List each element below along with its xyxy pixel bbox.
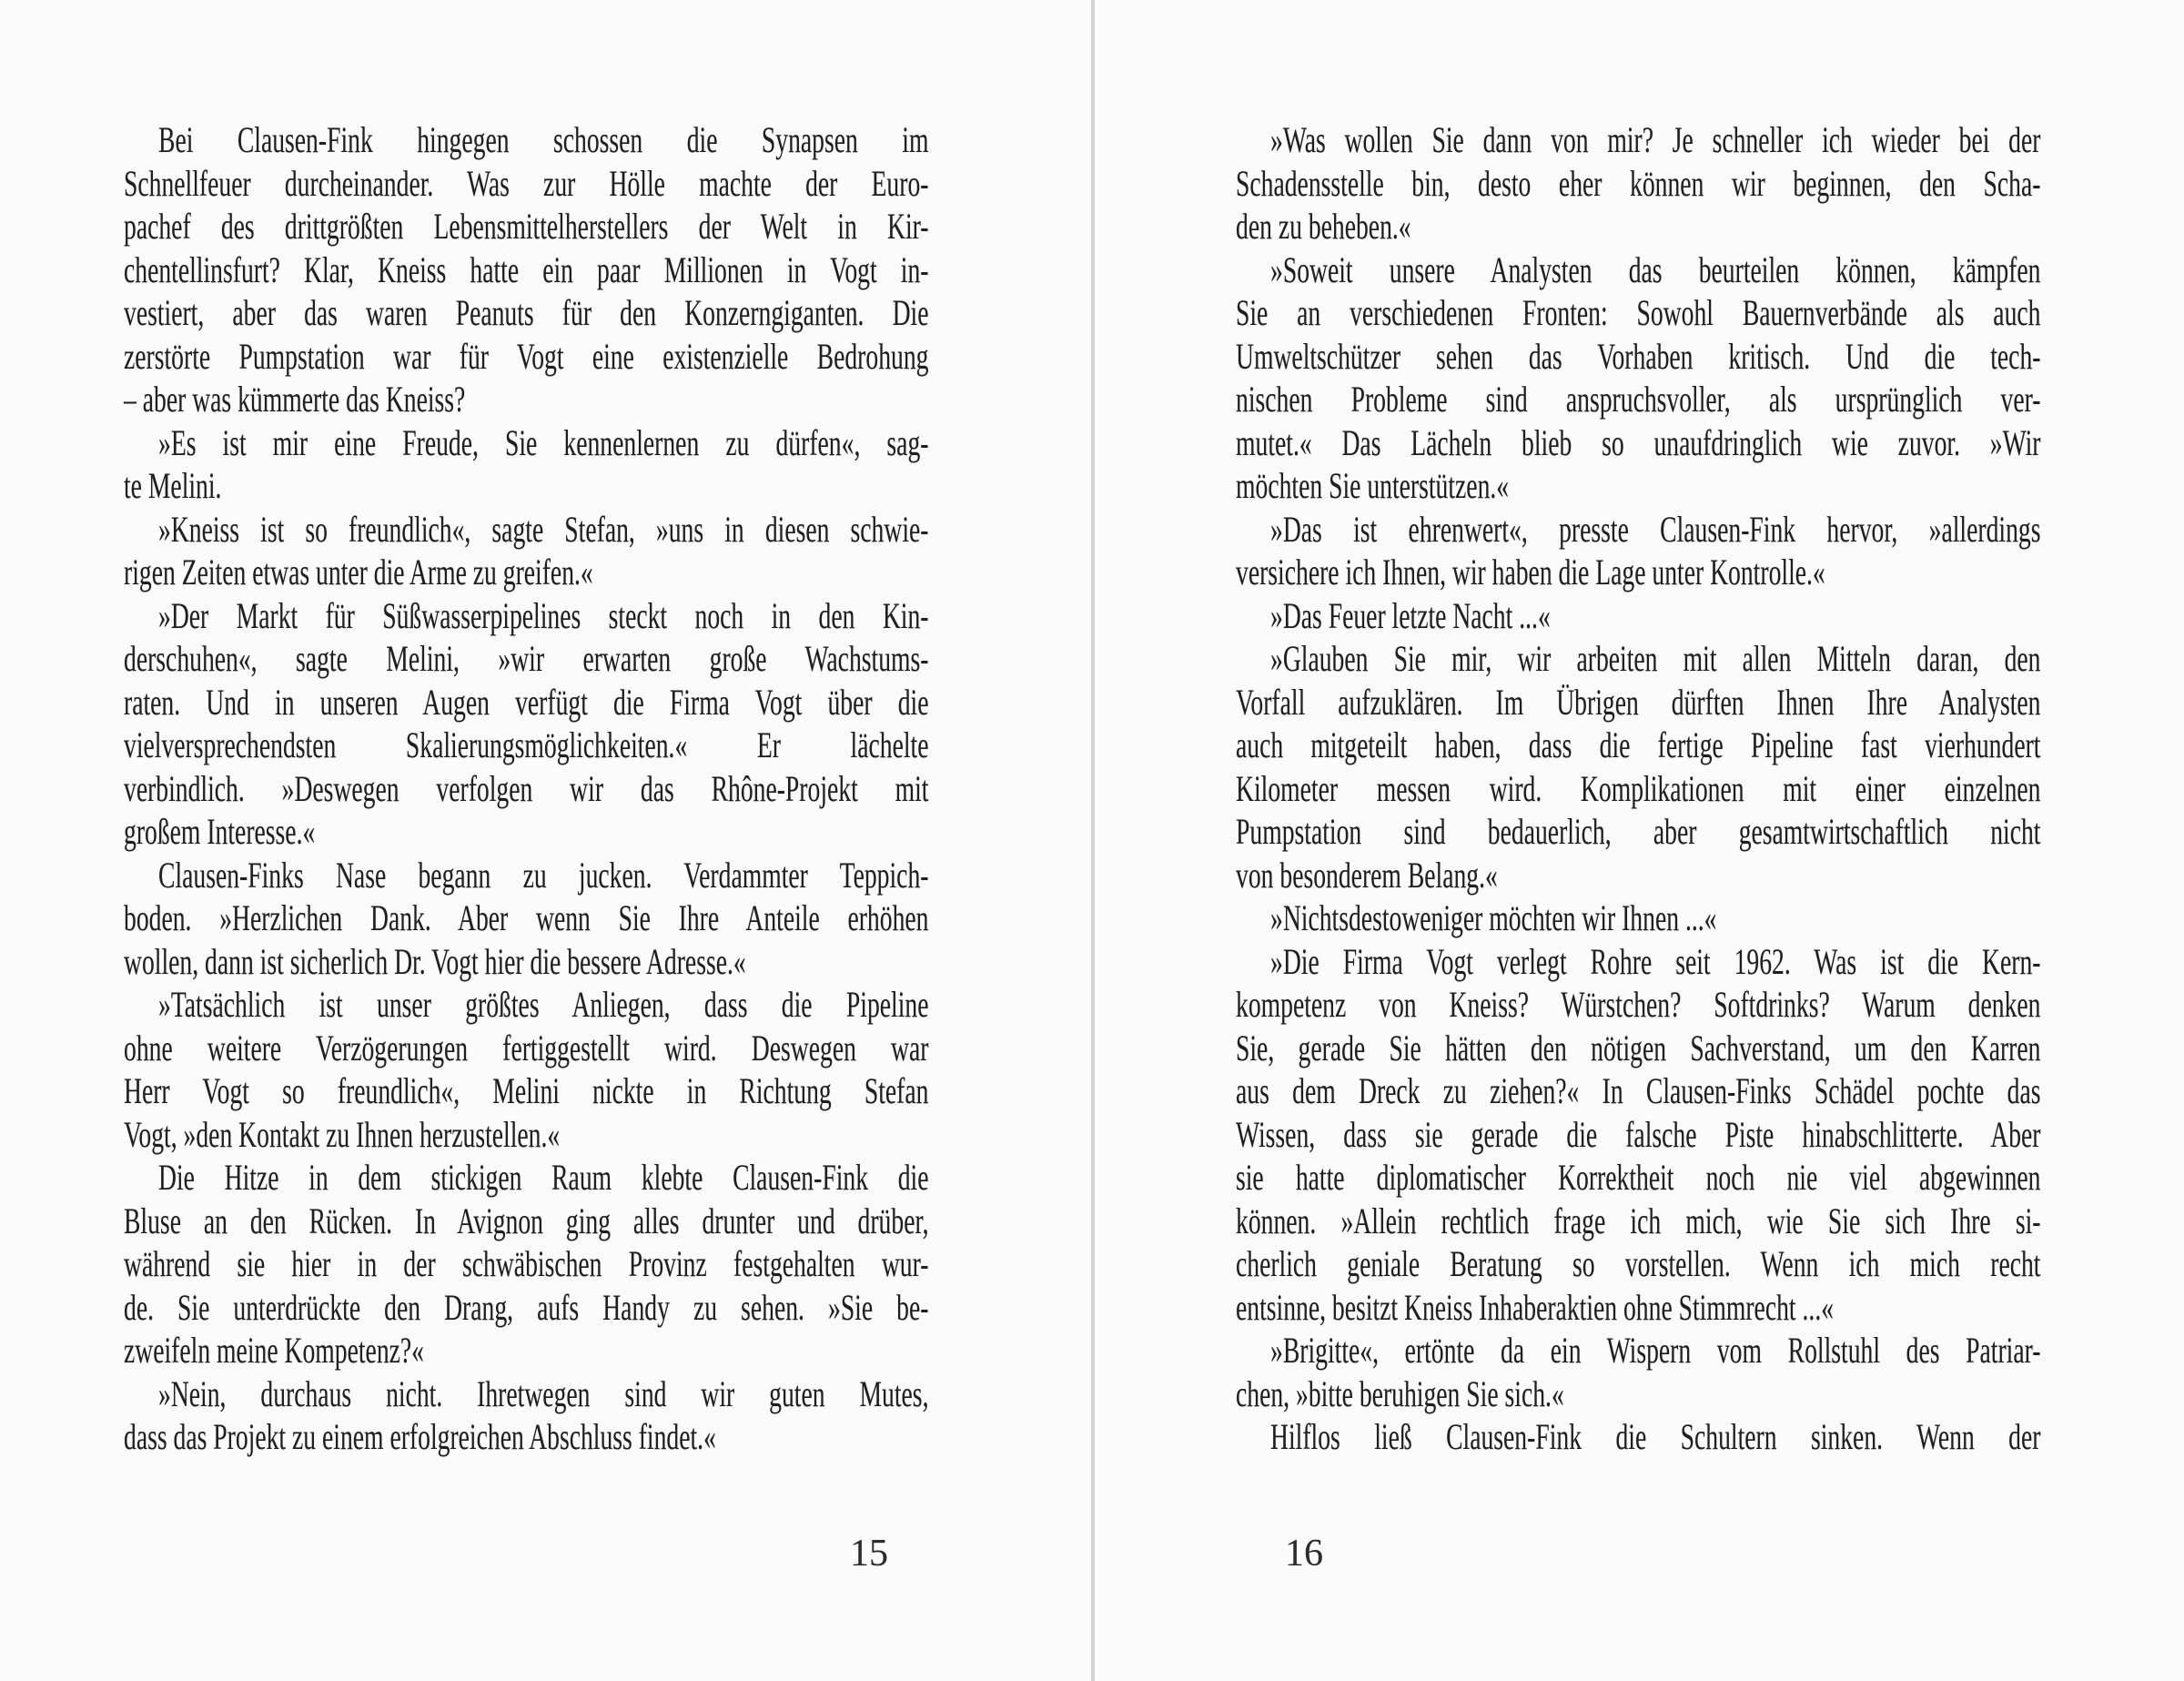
text-line: nischen Probleme sind anspruchsvoller, als ursprünglich ver- [1236, 379, 2041, 420]
text-line: Hilflos ließ Clausen-Fink die Schultern sinken. Wenn der [1270, 1416, 2041, 1457]
text-line: »Nein, durchaus nicht. Ihretwegen sind wir guten Mutes, [158, 1372, 929, 1414]
text-line: »Was wollen Sie dann von mir? Je schneller ich wieder bei der [1270, 119, 2041, 160]
page-left-text-block [124, 118, 928, 1459]
text-line: ohne weitere Verzögerungen fertiggestellt wird. Deswegen war [124, 1027, 929, 1068]
text-line: Kilometer messen wird. Komplikationen mit einer einzelnen [1236, 767, 2041, 809]
text-line: Sie, gerade Sie hätten den nötigen Sachverstand, um den Karren [1236, 1027, 2041, 1068]
text-line: »Das Feuer letzte Nacht ...« [1270, 594, 1551, 636]
text-line: »Nichtsdestoweniger möchten wir Ihnen ...« [1270, 897, 1717, 938]
text-line: Pumpstation sind bedauerlich, aber gesamtwirtschaftlich nicht [1236, 811, 2041, 852]
text-line: dass das Projekt zu einem erfolgreichen Abschluss findet.« [124, 1416, 716, 1457]
text-line: Vogt, »den Kontakt zu Ihnen herzustellen.« [124, 1113, 561, 1155]
text-line: entsinne, besitzt Kneiss Inhaberaktien ohne Stimmrecht ...« [1236, 1286, 1835, 1328]
text-line: vielversprechendsten Skalierungsmöglichkeiten.« Er lächelte [124, 724, 929, 765]
text-line: Schadensstelle bin, desto eher können wir beginnen, den Scha- [1236, 162, 2041, 204]
text-line: cherlich geniale Beratung so vorstellen. Wenn ich mich recht [1236, 1243, 2041, 1284]
text-line: rigen Zeiten etwas unter die Arme zu greifen.« [124, 552, 593, 592]
text-line: den zu beheben.« [1236, 206, 1411, 247]
text-line: raten. Und in unseren Augen verfügt die Firma Vogt über die [124, 681, 929, 723]
text-line: »Die Firma Vogt verlegt Rohre seit 1962. Was ist die Kern- [1270, 940, 2041, 982]
text-line: sie hatte diplomatischer Korrektheit noch nie viel abgewinnen [1236, 1157, 2041, 1198]
text-line: Schnellfeuer durcheinander. Was zur Hölle machte der Euro- [124, 162, 929, 204]
text-line: derschuhen«, sagte Melini, »wir erwarten große Wachstums- [124, 638, 929, 679]
text-line: de. Sie unterdrückte den Drang, aufs Handy zu sehen. »Sie be- [124, 1286, 929, 1328]
text-line: aus dem Dreck zu ziehen?« In Clausen-Finks Schädel pochte das [1236, 1070, 2041, 1111]
text-line: pachef des drittgrößten Lebensmittelherstellers der Welt in Kir- [124, 206, 929, 247]
text-line: zerstörte Pumpstation war für Vogt eine existenzielle Bedrohung [124, 335, 929, 377]
text-line: chentellinsfurt? Klar, Kneiss hatte ein paar Millionen in Vogt in- [124, 248, 929, 290]
text-line: boden. »Herzlichen Dank. Aber wenn Sie Ihre Anteile erhöhen [124, 897, 929, 938]
text-line: Bei Clausen-Fink hingegen schossen die Synapsen im [158, 119, 929, 160]
text-line: Wissen, dass sie gerade die falsche Piste hinabschlitterte. Aber [1236, 1113, 2041, 1155]
text-line: Clausen-Finks Nase begann zu jucken. Verdammter Teppich- [158, 854, 929, 896]
text-line: Herr Vogt so freundlich«, Melini nickte in Richtung Stefan [124, 1070, 929, 1111]
text-line: auch mitgeteilt haben, dass die fertige Pipeline fast vierhundert [1236, 724, 2041, 765]
text-line: kompetenz von Kneiss? Würstchen? Softdrinks? Warum denken [1236, 984, 2041, 1025]
text-line: wollen, dann ist sicherlich Dr. Vogt hier die bessere Adresse.« [124, 940, 746, 982]
text-line: »Der Markt für Süßwasserpipelines steckt noch in den Kin- [158, 594, 929, 636]
text-line: möchten Sie unterstützen.« [1236, 465, 1510, 506]
text-line: »Soweit unsere Analysten das beurteilen können, kämpfen [1270, 248, 2041, 290]
text-line: während sie hier in der schwäbischen Provinz festgehalten wur- [124, 1243, 929, 1284]
text-line: »Es ist mir eine Freude, Sie kennenlernen zu dürfen«, sag- [158, 421, 929, 463]
text-line: Bluse an den Rücken. In Avignon ging alles drunter und drüber, [124, 1200, 929, 1241]
text-line: »Das ist ehrenwert«, presste Clausen-Fink hervor, »allerdings [1270, 508, 2041, 550]
text-line: von besonderem Belang.« [1236, 854, 1498, 896]
page-number-right: 16 [1285, 1533, 1323, 1575]
text-line: verbindlich. »Deswegen verfolgen wir das Rhône-Projekt mit [124, 767, 929, 809]
page-right-text-block [1236, 118, 2040, 1459]
text-line: Sie an verschiedenen Fronten: Sowohl Bauernverbände als auch [1236, 292, 2041, 333]
page-gutter-divider [1091, 0, 1095, 1681]
text-line: – aber was kümmerte das Kneiss? [124, 379, 466, 420]
text-line: Vorfall aufzuklären. Im Übrigen dürften Ihnen Ihre Analysten [1236, 681, 2041, 723]
text-line: versichere ich Ihnen, wir haben die Lage unter Kontrolle.« [1236, 552, 1825, 592]
text-line: te Melini. [124, 465, 222, 506]
text-line: Die Hitze in dem stickigen Raum klebte Clausen-Fink die [158, 1157, 929, 1198]
text-line: »Glauben Sie mir, wir arbeiten mit allen Mitteln daran, den [1270, 638, 2041, 679]
text-line: chen, »bitte beruhigen Sie sich.« [1236, 1372, 1564, 1414]
text-line: vestiert, aber das waren Peanuts für den Konzerngiganten. Die [124, 292, 929, 333]
text-line: »Kneiss ist so freundlich«, sagte Stefan, »uns in diesen schwie- [158, 508, 929, 550]
text-line: großem Interesse.« [124, 811, 316, 852]
page-number-left: 15 [850, 1533, 888, 1575]
text-line: können. »Allein rechtlich frage ich mich, wie Sie sich Ihre si- [1236, 1200, 2041, 1241]
text-line: Umweltschützer sehen das Vorhaben kritisch. Und die tech- [1236, 335, 2041, 377]
text-line: mutet.« Das Lächeln blieb so unaufdringlich wie zuvor. »Wir [1236, 421, 2041, 463]
text-line: »Brigitte«, ertönte da ein Wispern vom Rollstuhl des Patriar- [1270, 1330, 2041, 1371]
text-line: »Tatsächlich ist unser größtes Anliegen, dass die Pipeline [158, 984, 929, 1025]
text-line: zweifeln meine Kompetenz?« [124, 1330, 424, 1371]
